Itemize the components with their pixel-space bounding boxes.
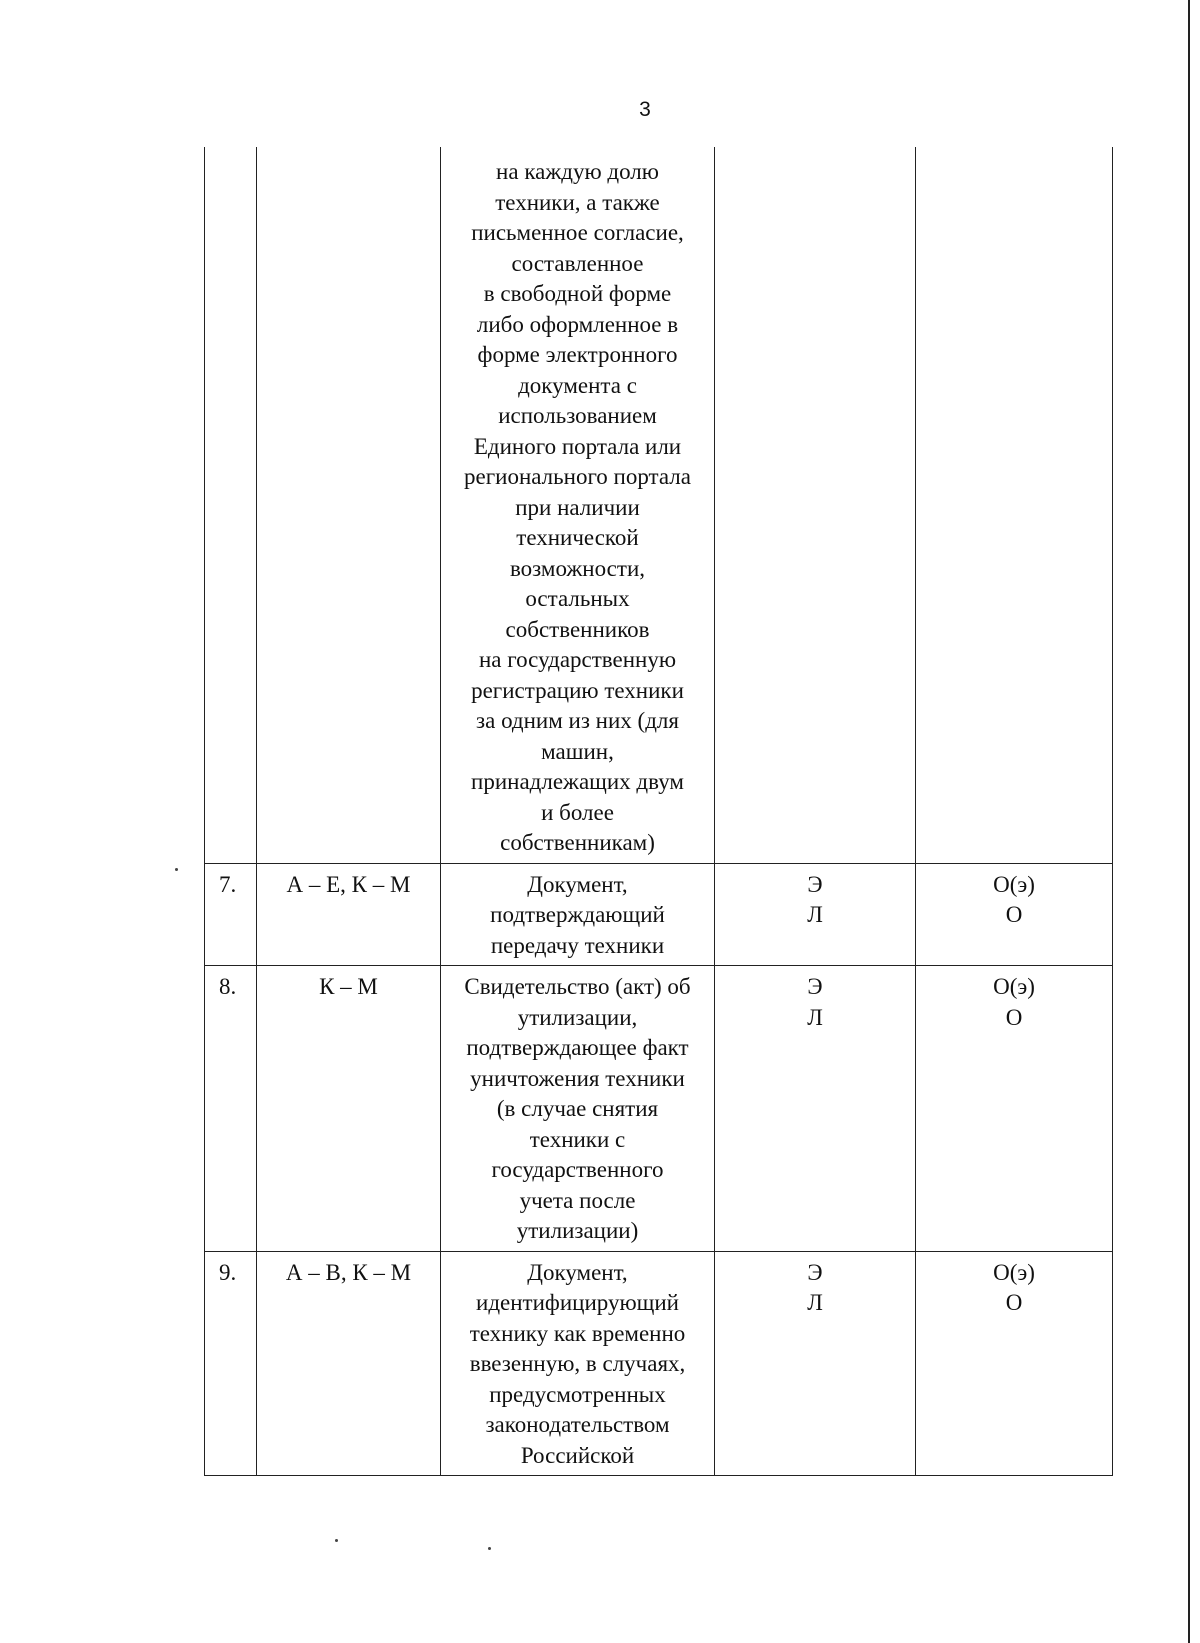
document-line: уничтожения техники [470, 1065, 685, 1091]
categories-cell: К – М [257, 966, 441, 1252]
categories-cell [257, 147, 441, 863]
form-line: Л [807, 1004, 823, 1030]
document-line: и более [541, 799, 614, 825]
scan-speck [175, 868, 178, 871]
document-line: собственников [505, 616, 650, 642]
categories-cell: А – В, К – М [257, 1251, 441, 1476]
table-row [205, 863, 1113, 966]
document-line: Единого портала или [473, 433, 682, 459]
categories-cell: А – Е, К – М [257, 863, 441, 966]
document-line: Российской [520, 1442, 635, 1468]
table-row [205, 1251, 1113, 1476]
document-line: техники с [529, 1126, 626, 1152]
mode-cell [916, 966, 1113, 1252]
scan-speck [488, 1547, 491, 1550]
document-line: регистрацию техники [471, 677, 684, 703]
document-line: Документ, [527, 871, 628, 897]
document-line: на государственную [478, 647, 677, 672]
row-number-cell: 8. [205, 966, 257, 1252]
mode-cell [916, 147, 1113, 863]
scan-speck [335, 1539, 338, 1542]
document-line: технику как временно [469, 1320, 686, 1346]
document-line: технической [516, 525, 639, 550]
row-number-cell [205, 147, 257, 863]
form-line: Л [807, 902, 823, 927]
document-line: форме электронного [477, 342, 678, 367]
document-line: на каждую долю [496, 159, 659, 184]
mode-line: О(э) [993, 1259, 1035, 1285]
row-number-cell: 9. [205, 1251, 257, 1476]
form-cell [715, 863, 916, 966]
document-line: техники, а также [495, 189, 660, 215]
document-line: возможности, [509, 555, 646, 581]
form-cell [715, 147, 916, 863]
document-line: при наличии [515, 494, 640, 520]
document-cell [441, 147, 715, 863]
document-line: за одним из них (для [476, 708, 679, 733]
row-number-cell: 7. [205, 863, 257, 966]
document-line: остальных [525, 586, 630, 611]
form-line: Л [807, 1290, 823, 1315]
form-line: Э [807, 871, 823, 897]
document-line: учета после [519, 1187, 636, 1213]
document-line: подтверждающее факт [466, 1035, 689, 1060]
document-line: использованием [498, 403, 657, 428]
document-line: Документ, [527, 1259, 628, 1285]
form-cell [715, 1251, 916, 1476]
mode-line: О [1005, 1290, 1023, 1315]
document-line: в свободной форме [483, 281, 672, 306]
document-line: государственного [491, 1157, 664, 1182]
document-line: утилизации, [517, 1004, 638, 1030]
document-line: либо оформленное в [476, 311, 679, 337]
mode-cell [916, 863, 1113, 966]
document-line: (в случае снятия [496, 1096, 659, 1121]
documents-table [204, 147, 1113, 1476]
document-line: регионального портала [464, 464, 691, 489]
document-line: законодательством [485, 1412, 670, 1437]
document-cell [441, 863, 715, 966]
document-line: ввезенную, в случаях, [469, 1351, 686, 1376]
form-line: Э [807, 974, 823, 999]
document-line: документа с [518, 372, 637, 398]
scan-edge-line [1188, 0, 1190, 1643]
document-line: машин, [541, 738, 614, 764]
document-line: составленное [511, 250, 644, 276]
document-line: утилизации) [516, 1218, 639, 1243]
mode-cell [916, 1251, 1113, 1476]
document-line: принадлежащих двум [471, 769, 684, 794]
document-line: предусмотренных [489, 1381, 666, 1407]
table-row [205, 147, 1113, 863]
mode-line: О [1005, 902, 1023, 927]
mode-line: О [1005, 1004, 1023, 1030]
mode-line: О(э) [993, 974, 1035, 999]
table-row [205, 966, 1113, 1252]
page-number: 3 [639, 98, 651, 121]
mode-line: О(э) [993, 871, 1035, 897]
document-cell [441, 966, 715, 1252]
form-line: Э [807, 1259, 823, 1285]
document-line: идентифицирующий [476, 1290, 679, 1315]
document-line: Свидетельство (акт) об [464, 974, 691, 999]
document-cell [441, 1251, 715, 1476]
document-line: собственникам) [500, 830, 655, 855]
document-line: подтверждающий [490, 902, 665, 927]
form-cell [715, 966, 916, 1252]
document-line: передачу техники [490, 932, 665, 958]
document-line: письменное согласие, [471, 220, 684, 245]
